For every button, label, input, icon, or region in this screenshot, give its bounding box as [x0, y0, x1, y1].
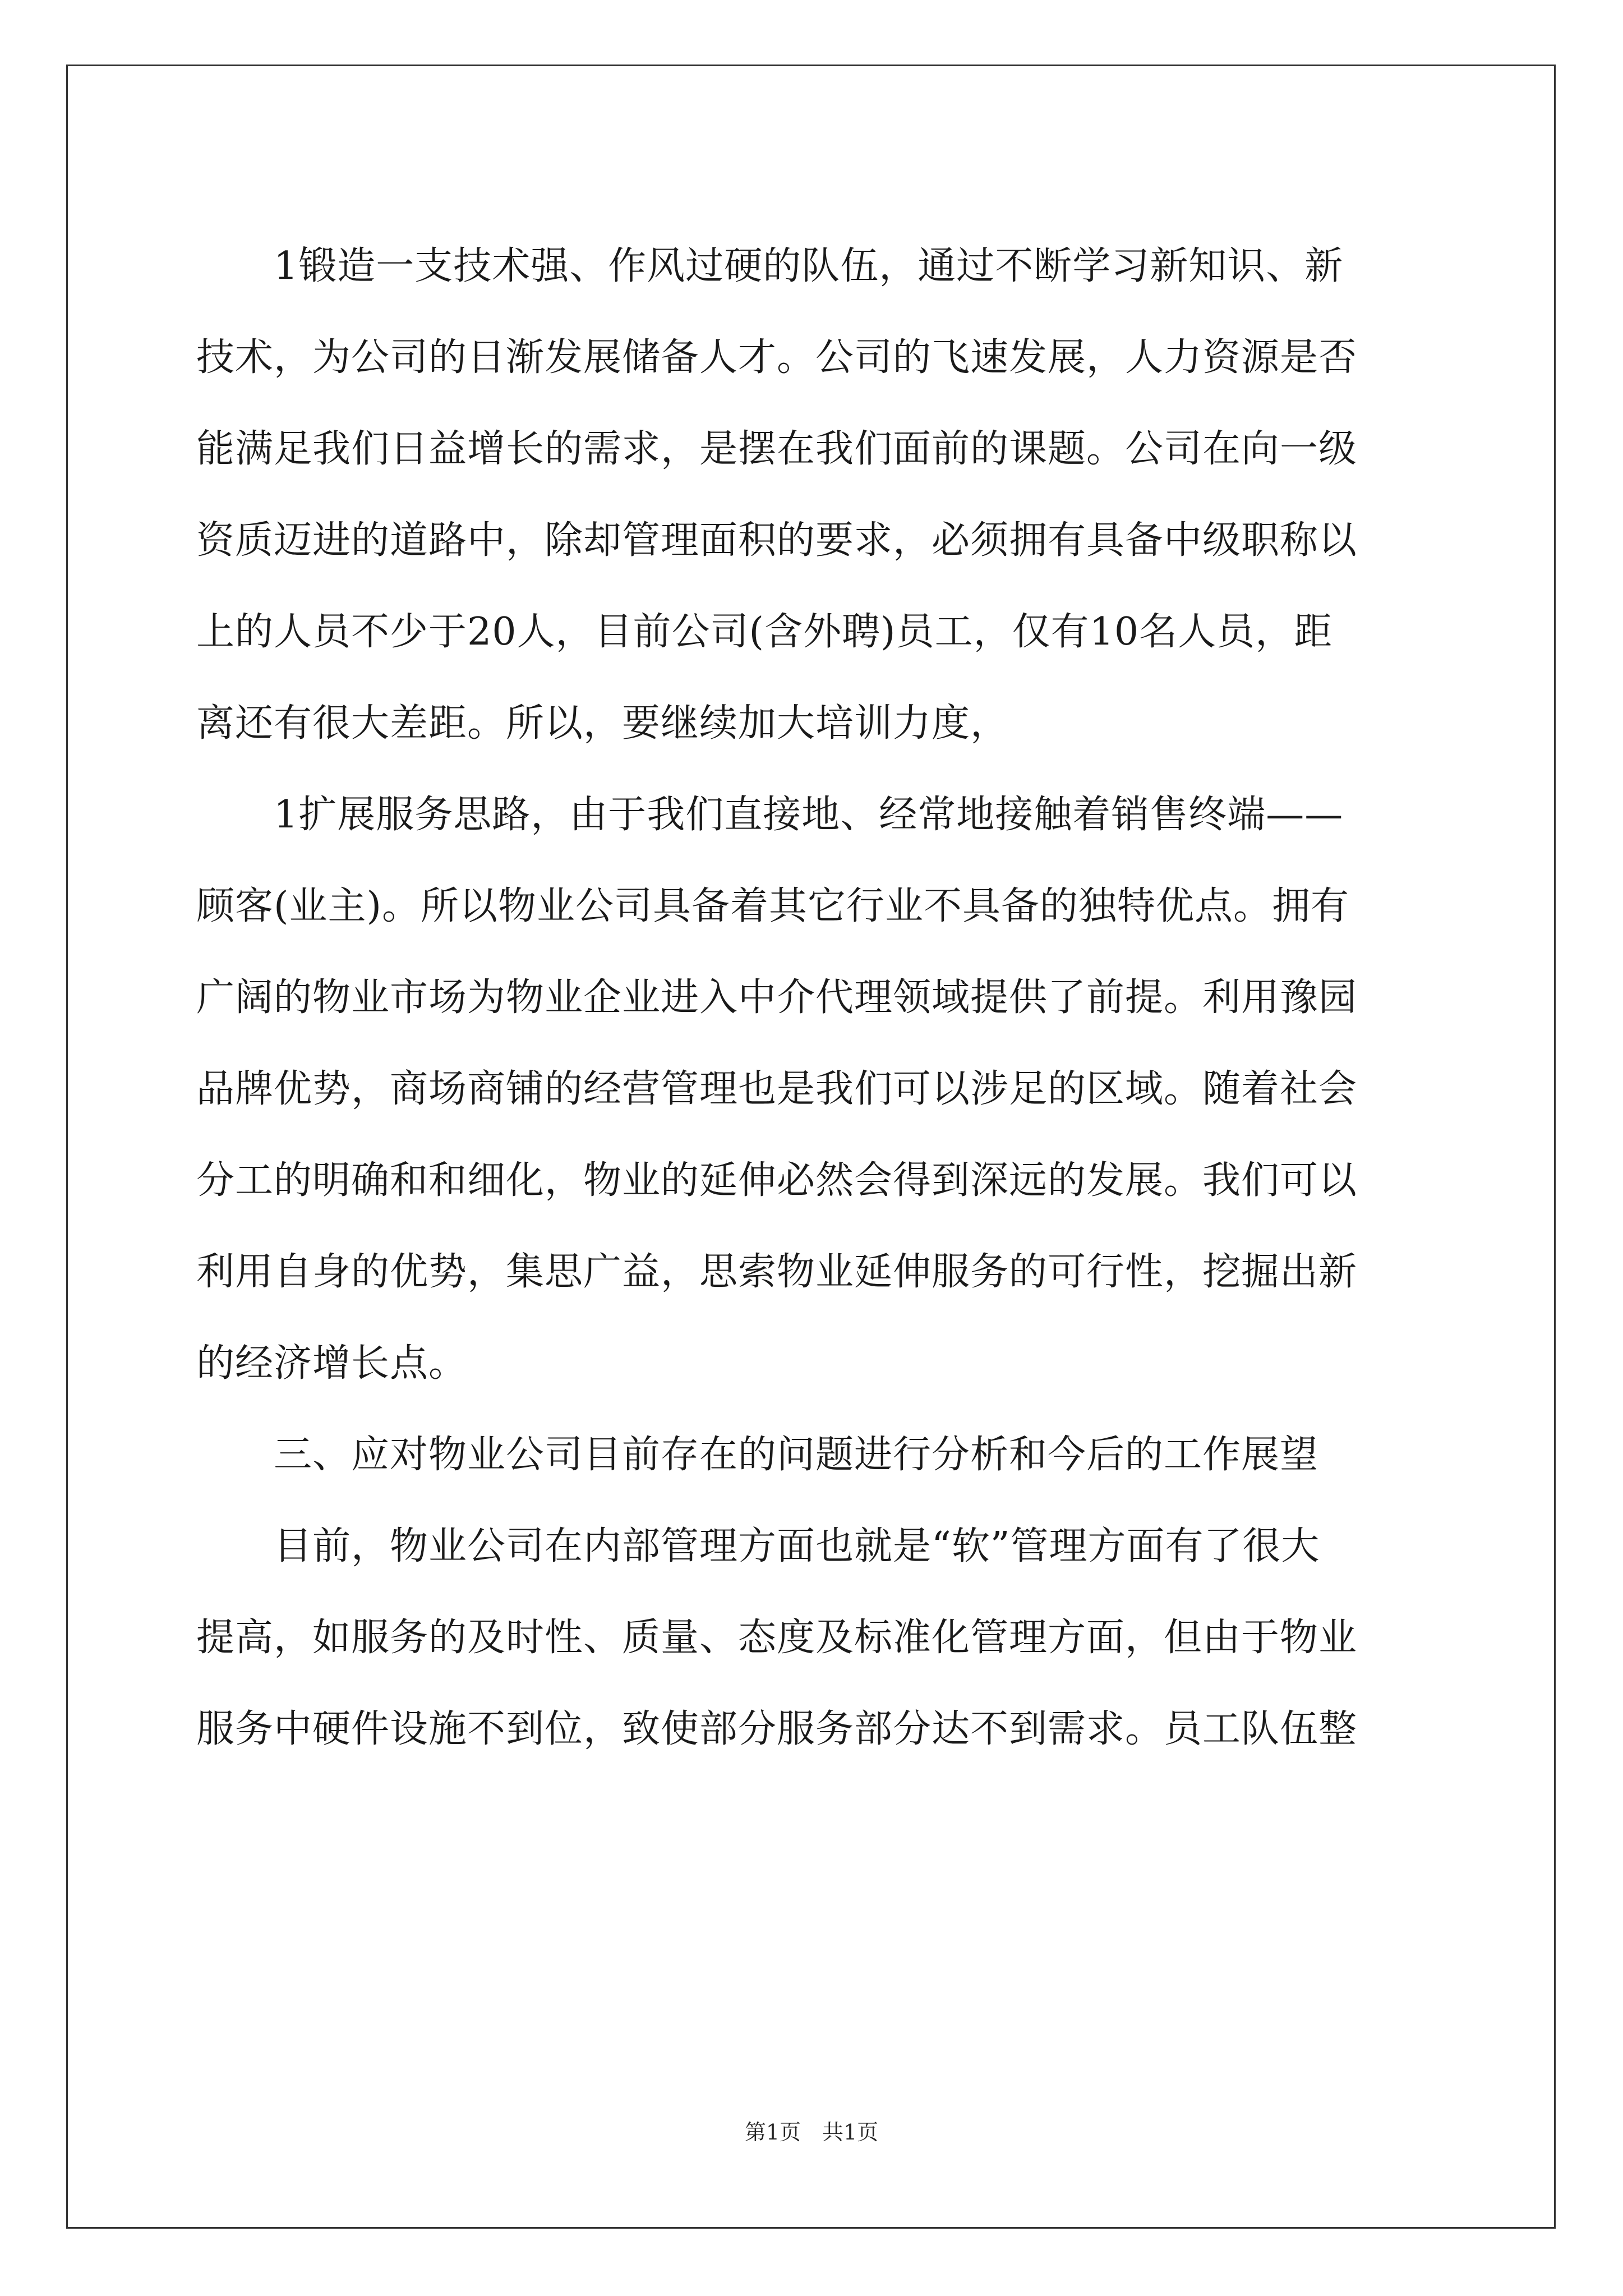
text-line: 1扩展服务思路，由于我们直接地、经常地接触着销售终端—— — [196, 793, 1344, 837]
section-heading — [196, 1409, 1430, 1501]
paragraph-3 — [196, 1501, 1430, 1775]
text-line: 顾客(业主)。所以物业公司具备着其它行业不具备的独特优点。拥有 — [196, 884, 1350, 928]
text-line: 利用自身的优势，集思广益，思索物业延伸服务的可行性，挖掘出新 — [196, 1250, 1358, 1294]
text-line: 分工的明确和和细化，物业的延伸必然会得到深远的发展。我们可以 — [196, 1158, 1358, 1203]
text-line: 广阔的物业市场为物业企业进入中介代理领域提供了前提。利用豫园 — [196, 976, 1358, 1020]
heading-line: 三、应对物业公司目前存在的问题进行分析和今后的工作展望 — [196, 1433, 1319, 1477]
text-line: 目前，物业公司在内部管理方面也就是“软”管理方面有了很大 — [196, 1524, 1320, 1568]
document-body — [196, 220, 1430, 2016]
text-line: 1锻造一支技术强、作风过硬的队伍，通过不断学习新知识、新 — [196, 244, 1344, 288]
text-line: 技术，为公司的日渐发展储备人才。公司的飞速发展，人力资源是否 — [196, 335, 1358, 380]
paragraph-1 — [196, 220, 1430, 769]
text-line: 品牌优势，商场商铺的经营管理也是我们可以涉足的区域。随着社会 — [196, 1067, 1358, 1111]
paragraph-2 — [196, 769, 1430, 1409]
text-line: 服务中硬件设施不到位，致使部分服务部分达不到需求。员工队伍整 — [196, 1707, 1358, 1751]
text-line: 能满足我们日益增长的需求，是摆在我们面前的课题。公司在向一级 — [196, 427, 1358, 471]
text-line: 离还有很大差距。所以，要继续加大培训力度， — [196, 701, 1009, 746]
text-line: 的经济增长点。 — [196, 1341, 468, 1386]
text-line: 提高，如服务的及时性、质量、态度及标准化管理方面，但由于物业 — [196, 1616, 1358, 1660]
page-number: 第1页 共1页 — [744, 2120, 879, 2145]
text-line: 资质迈进的道路中，除却管理面积的要求，必须拥有具备中级职称以 — [196, 518, 1358, 563]
text-line: 上的人员不少于20人，目前公司(含外聘)员工，仅有10名人员，距 — [196, 610, 1333, 654]
